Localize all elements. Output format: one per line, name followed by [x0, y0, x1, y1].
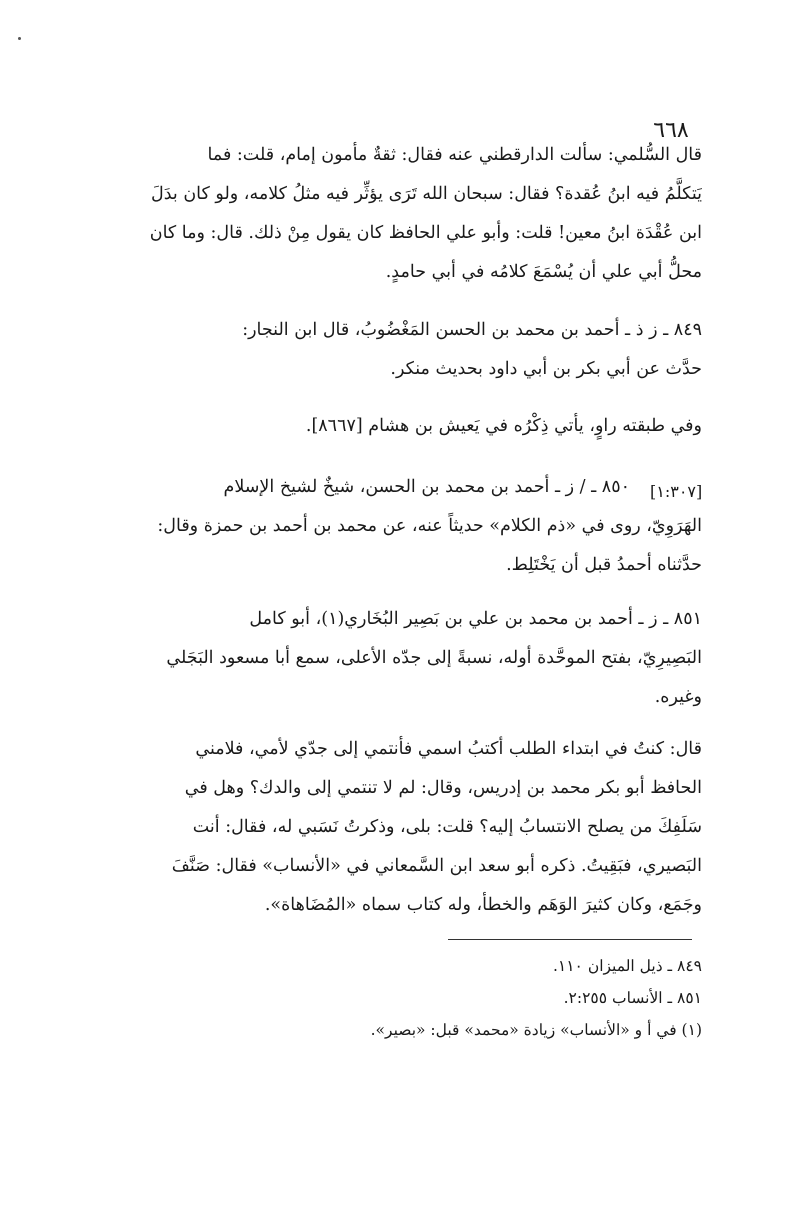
page-number: ٦٦٨ — [653, 118, 689, 143]
paragraph-sulami-quote — [60, 136, 702, 292]
entry-849 — [60, 311, 702, 389]
text-line: ٨٥٠ ـ / ز ـ أحمد بن محمد بن الحسن، شيخٌ لشيخ الإسلام — [223, 477, 630, 497]
text-line: ٨٤٩ ـ ز ذ ـ أحمد بن محمد بن الحسن المَغْضُوبُ، قال ابن النجار: — [242, 320, 702, 340]
footnote-line: ٨٥١ ـ الأنساب ٢:٢٥٥. — [563, 989, 702, 1007]
text-line: قال: كنتُ في ابتداء الطلب أكتبُ اسمي فأنتمي إلى جدّي لأمي، فلامني — [195, 739, 702, 759]
text-line: البَصِيرِيّ، بفتح الموحَّدة أوله، نسبةً إلى جدّه الأعلى، سمع أبا مسعود البَجَلي — [166, 648, 702, 668]
text-line: قال السُّلمي: سألت الدارقطني عنه فقال: ثقةٌ مأمون إمام، قلت: فما — [207, 145, 702, 165]
text-line: سَلَفِكَ من يصلح الانتسابُ إليه؟ قلت: بلى، وذكرتُ نَسَبي له، فقال: أنت — [192, 817, 702, 837]
text-line: البَصيري، فبَقِيتُ. ذكره أبو سعد ابن السَّمعاني في «الأنساب» فقال: صَنَّفَ — [171, 856, 702, 876]
text-line: الحافظ أبو بكر محمد بن إدريس، وقال: لم لا تنتمي إلى والدك؟ وهل في — [184, 778, 702, 798]
paragraph-basiri-narrative — [60, 730, 702, 925]
text-line: الهَرَوِيّ، روى في «ذم الكلام» حديثاً عنه، عن محمد بن أحمد بن حمزة وقال: — [157, 516, 702, 536]
entry-850-continued — [60, 507, 702, 585]
text-line: وفي طبقته راوٍ، يأتي ذِكْرُه في يَعيش بن هشام [٨٦٦٧]. — [305, 416, 702, 436]
scan-mark — [18, 37, 21, 40]
text-line: وجَمَع، وكان كثيرَ الوَهَم والخطأ، وله كتاب سماه «المُضَاهاة». — [264, 895, 702, 915]
text-line: وغيره. — [654, 687, 702, 707]
footnote-divider — [448, 939, 692, 940]
footnotes — [200, 950, 702, 1046]
text-line: محلُّ أبي علي أن يُسْمَعَ كلامُه في أبي حامدٍ. — [385, 262, 702, 282]
entry-851 — [60, 600, 702, 717]
text-line: ابن عُقْدَة ابنُ معين! قلت: وأبو علي الحافظ كان يقول مِنْ ذلك. قال: وما كان — [149, 223, 702, 243]
text-line: حدَّثناه أحمدُ قبل أن يَخْتَلِط. — [506, 555, 702, 575]
footnote-line: (١) في أ و «الأنساب» زيادة «محمد» قبل: «بصير». — [370, 1021, 702, 1039]
text-line: يَتكلَّمُ فيه ابنُ عُقدة؟ فقال: سبحان الله تَرَى يؤثِّر فيه مثلُ كلامه، ولو كان بدَلَ — [151, 184, 702, 204]
footnote-line: ٨٤٩ ـ ذيل الميزان ١١٠. — [552, 957, 702, 975]
entry-850 — [60, 468, 630, 507]
text-line: ٨٥١ ـ ز ـ أحمد بن محمد بن علي بن بَصِير البُخَاري(١)، أبو كامل — [249, 609, 702, 629]
side-reference: [١:٣٠٧] — [650, 482, 703, 501]
paragraph-tabaqa-note — [60, 407, 702, 446]
text-line: حدَّث عن أبي بكر بن أبي داود بحديث منكر. — [390, 359, 702, 379]
